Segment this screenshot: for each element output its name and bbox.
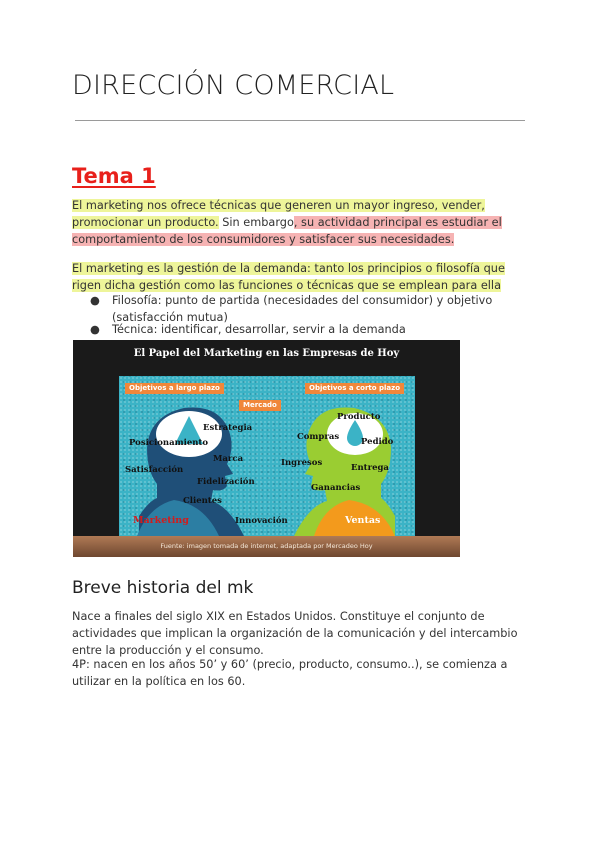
word-estrategia: Estrategia <box>203 423 253 433</box>
word-posicionamiento: Posicionamiento <box>129 438 209 448</box>
word-ganancias: Ganancias <box>311 483 361 493</box>
word-innovacion: Innovación <box>235 516 288 526</box>
paragraph-intro <box>72 197 532 248</box>
bullet-item-tecnica <box>90 321 530 338</box>
tag-largo-plazo: Objetivos a largo plazo <box>125 383 224 394</box>
word-ventas: Ventas <box>345 515 381 526</box>
bullet-dot-icon: ● <box>90 294 100 307</box>
word-marketing: Marketing <box>133 515 189 526</box>
infographic-title: El Papel del Marketing en las Empresas de Hoy <box>133 348 400 359</box>
word-compras: Compras <box>297 432 340 442</box>
bullet-text: Filosofía: punto de partida (necesidades del consumidor) y objetivo (satisfacción mutua) <box>112 294 493 324</box>
word-ingresos: Ingresos <box>281 458 323 468</box>
highlight-yellow: El marketing nos ofrece técnicas que generen un mayor ingreso, vender, promocionar un producto. <box>72 199 485 229</box>
history-paragraph-1: Nace a finales del siglo XIX en Estados Unidos. Constituye el conjunto de actividades que implican la organización de la comunicación y del intercambio entre la producción y el consumo. <box>72 610 518 657</box>
marketing-infographic-image <box>73 340 460 557</box>
word-marca: Marca <box>213 454 244 464</box>
text-plain: Sin embargo <box>218 216 294 229</box>
history-paragraph-2: 4P: nacen en los años 50’ y 60’ (precio, producto, consumo..), se comienza a utilizar en la política en los 60. <box>72 658 508 688</box>
title-divider <box>75 120 525 121</box>
history-heading: Breve historia del mk <box>72 578 254 598</box>
highlight-red: , su actividad principal es estudiar el comportamiento de los consumidores y satisfacer sus necesidades. <box>72 216 502 246</box>
tag-corto-plazo: Objetivos a corto plazo <box>305 383 404 394</box>
word-entrega: Entrega <box>351 463 389 473</box>
bullet-dot-icon: ● <box>90 323 100 336</box>
section-title: Tema 1 <box>72 164 156 188</box>
word-satisfaccion: Satisfacción <box>125 465 184 475</box>
word-producto: Producto <box>337 412 381 422</box>
word-clientes: Clientes <box>183 496 222 506</box>
document-title: DIRECCIÓN COMERCIAL <box>72 70 395 101</box>
tag-mercado: Mercado <box>239 400 281 411</box>
word-fidelizacion: Fidelización <box>197 477 255 487</box>
infographic-panel <box>119 376 415 536</box>
highlight-yellow: El marketing es la gestión de la demanda: tanto los principios o filosofía que rigen dicha gestión como las funciones o técnicas que se emplean para ella <box>72 262 505 292</box>
word-pedido: Pedido <box>361 437 394 447</box>
bullet-text: Técnica: identificar, desarrollar, servir a la demanda <box>112 323 406 336</box>
paragraph-definition <box>72 260 532 294</box>
infographic-caption: Fuente: imagen tomada de internet, adaptada por Mercadeo Hoy <box>160 542 373 550</box>
